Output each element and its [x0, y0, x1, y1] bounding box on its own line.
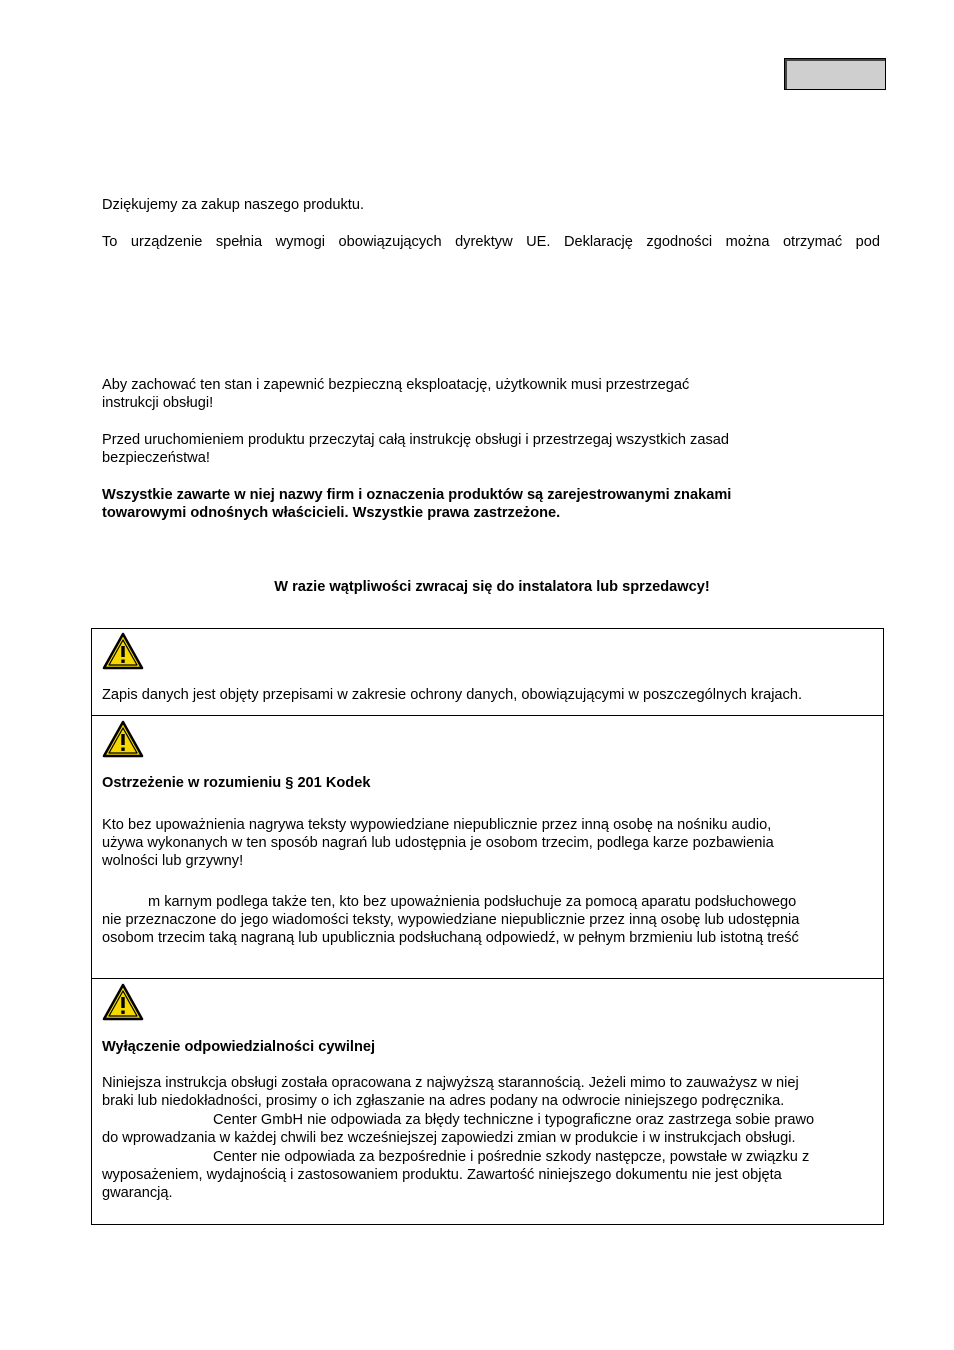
maintain-text-line-2: instrukcji obsługi!: [102, 395, 214, 411]
legal-warning-panel: [91, 715, 884, 979]
warning-triangle-icon: [102, 720, 144, 758]
contact-installer-text: W razie wątpliwości zwracaj się do instalatora lub sprzedawcy!: [274, 579, 710, 595]
maintain-text-line-1: Aby zachować ten stan i zapewnić bezpieczną eksploatację, użytkownik musi przestrzegać: [102, 377, 690, 393]
legal-warning-p2-line-3: osobom trzecim taką nagraną lub upubliczniа podsłuchaną odpowiedź, w pełnym brzmieniu lub istotną treść: [102, 930, 799, 946]
legal-warning-p1-line-2: używa wykonanych w ten sposób nagrań lub udostępnia je osobom trzecim, podlega karze pozbawienia: [102, 835, 774, 851]
language-tab: [784, 58, 886, 90]
liability-line-2: braki lub niedokładności, prosimy o ich zgłaszanie na adres podany na odwrocie niniejszego podręcznika.: [102, 1093, 785, 1109]
trademark-text-line-2: towarowymi odnośnych właścicieli. Wszystkie prawa zastrzeżone.: [102, 505, 561, 521]
liability-line-6: wyposażeniem, wydajnością i zastosowaniem produktu. Zawartość niniejszego dokumentu nie jest objęta: [102, 1167, 782, 1183]
liability-line-5: Center nie odpowiada za bezpośrednie i pośrednie szkody następcze, powstałe w związku z: [213, 1149, 810, 1165]
conformity-text: To urządzenie spełnia wymogi obowiązujących dyrektyw UE. Deklarację zgodności można otrzymać pod: [102, 234, 880, 250]
warning-triangle-icon: [102, 983, 144, 1021]
legal-warning-p1-line-3: wolności lub grzywny!: [102, 853, 244, 869]
legal-warning-title: Ostrzeżenie w rozumieniu § 201 Kodek: [102, 775, 371, 791]
data-protection-text: Zapis danych jest objęty przepisami w zakresie ochrony danych, obowiązującymi w poszczególnych krajach.: [102, 687, 803, 703]
liability-title: Wyłączenie odpowiedzialności cywilnej: [102, 1039, 376, 1055]
legal-warning-p1-line-1: Kto bez upoważnienia nagrywa teksty wypowiedziane niepublicznie przez inną osobę na nośniku audio,: [102, 817, 772, 833]
trademark-text-line-1: Wszystkie zawarte w niej nazwy firm i oznaczenia produktów są zarejestrowanymi znakami: [102, 487, 732, 503]
data-protection-panel: [91, 628, 884, 716]
legal-warning-p2-line-2: nie przeznaczone do jego wiadomości teksty, wypowiedziane niepublicznie przez inną osobę lub udostępnia: [102, 912, 800, 928]
liability-line-1: Niniejsza instrukcja obsługi została opracowana z najwyższą starannością. Jeżeli mimo to zauważysz w niej: [102, 1075, 799, 1091]
legal-warning-p2-line-1: m karnym podlega także ten, kto bez upoważnienia podsłuchuje za pomocą aparatu podsłuchowego: [148, 894, 797, 910]
before-use-text-line-1: Przed uruchomieniem produktu przeczytaj całą instrukcję obsługi i przestrzegaj wszystkich zasad: [102, 432, 729, 448]
thanks-text: Dziękujemy za zakup naszego produktu.: [102, 197, 365, 213]
before-use-text-line-2: bezpieczeństwa!: [102, 450, 210, 466]
warning-triangle-icon: [102, 632, 144, 670]
liability-line-3: Center GmbH nie odpowiada za błędy techniczne i typograficzne oraz zastrzega sobie prawo: [213, 1112, 815, 1128]
liability-panel: [91, 978, 884, 1225]
liability-line-4: do wprowadzania w każdej chwili bez wcześniejszej zapowiedzi zmian w produkcie i w instrukcjach obsługi.: [102, 1130, 796, 1146]
liability-line-7: gwarancją.: [102, 1185, 173, 1201]
